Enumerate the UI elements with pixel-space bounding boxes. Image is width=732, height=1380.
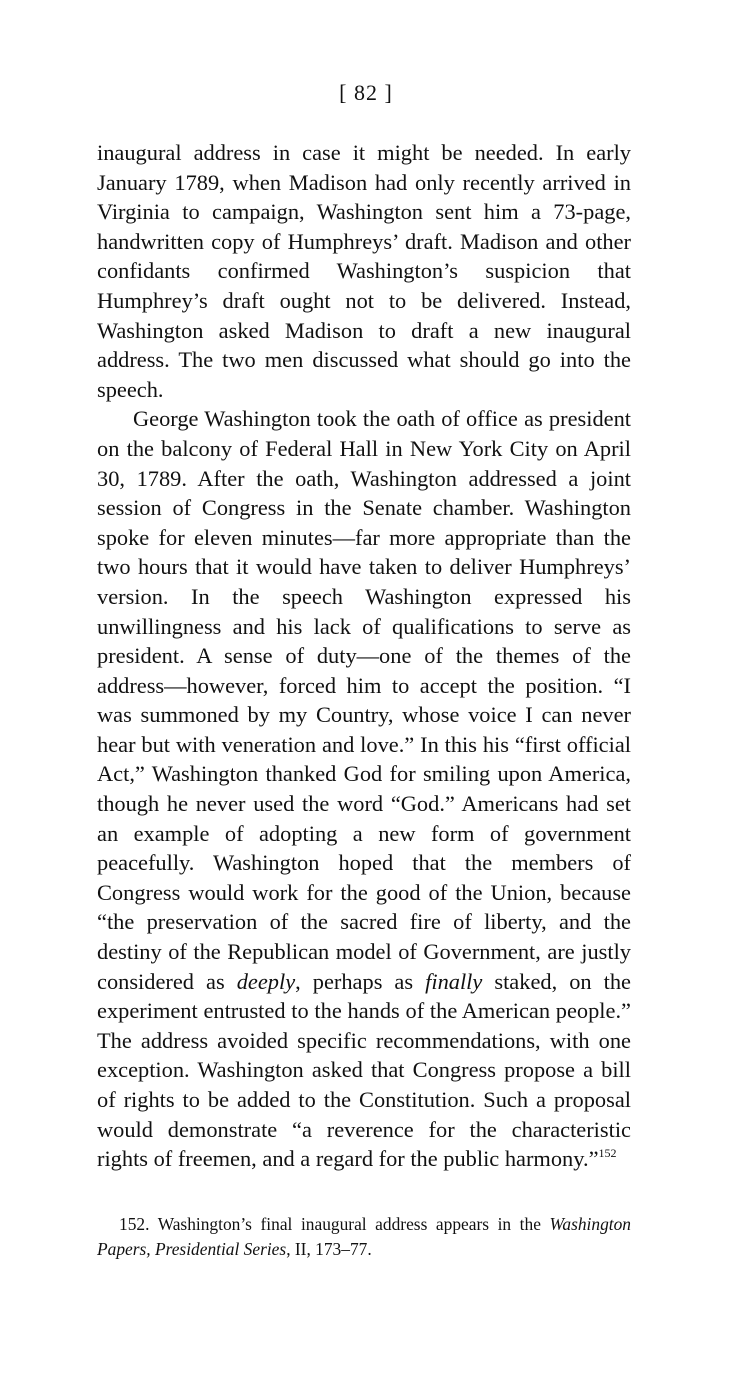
paragraph-2	[97, 404, 631, 1173]
footnote-reference: 152	[598, 1146, 617, 1161]
body-text	[97, 138, 631, 1174]
paragraph-2-text-b: , perhaps as	[295, 968, 426, 994]
page-number: [ 82 ]	[339, 80, 393, 105]
footnote-title: Washington Papers, Presidential Series	[97, 1214, 631, 1259]
footnote	[97, 1212, 631, 1262]
footnote-text-a: Washington’s final inaugural address appears in the	[149, 1214, 550, 1234]
paragraph-2-text-c: staked, on the experiment entrusted to the hands of the American people.” The address avoided specific recommendations, with one exception. Washington asked that Congress propose a bill of rights to be added to the Constitution. Such a proposal would demonstrate “a reverence for the characteristic rights of freemen, and a regard for the public harmony.”	[97, 968, 631, 1172]
paragraph-1: inaugural address in case it might be needed. In early January 1789, when Madison had only recently arrived in Virginia to campaign, Washington sent him a 73-page, handwritten copy of Humphreys’ draft. Madison and other confidants confirmed Washington’s suspicion that Humphrey’s draft ought not to be delivered. Instead, Washington asked Madison to draft a new inaugural address. The two men discussed what should go into the speech.	[97, 140, 631, 402]
emphasis-deeply: deeply	[236, 968, 296, 994]
footnote-text-b: , II, 173–77.	[286, 1239, 372, 1259]
footnote-number: 152.	[119, 1214, 150, 1234]
paragraph-2-text-a: George Washington took the oath of office as president on the balcony of Federal Hall in New York City on April 30, 1789. After the oath, Washington addressed a joint session of Congress in the Senate chamber. Washington spoke for eleven minutes—far more appropriate than the two hours that it would have taken to deliver Humphreys’ version. In the speech Washington expressed his unwillingness and his lack of qualifications to serve as president. A sense of duty—one of the themes of the address—however, forced him to accept the position. “I was summoned by my Country, whose voice I can never hear but with veneration and love.” In this his “first official Act,” Washington thanked God for smiling upon America, though he never used the word “God.” Americans had set an example of adopting a new form of government peacefully. Washington hoped that the members of Congress would work for the good of the Union, because “the preservation of the sacred fire of liberty, and the destiny of the Republican model of Government, are justly considered as	[97, 406, 631, 994]
emphasis-finally: finally	[425, 968, 483, 994]
